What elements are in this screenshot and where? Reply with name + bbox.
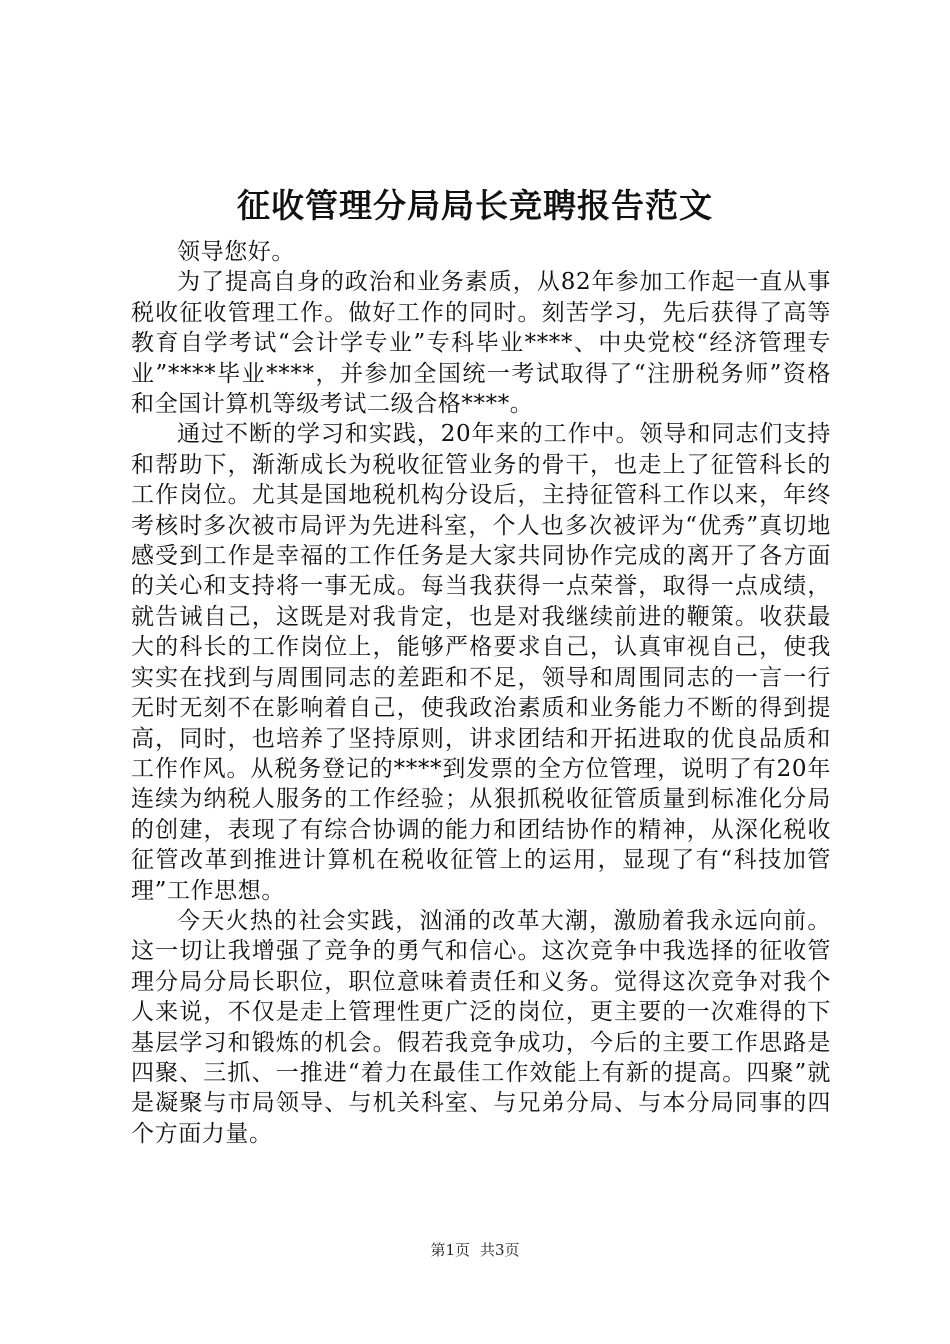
paragraph-education: 为了提高自身的政治和业务素质，从82年参加工作起一直从事税收征收管理工作。做好工作的同时。刻苦学习，先后获得了高等教育自学考试“会计学专业”专科毕业****、中央党校“经济管理专业”****毕业****，并参加全国统一考试取得了“注册税务师”资格和全国计算机等级考试二级合格****。	[131, 269, 831, 418]
paragraph-greeting: 领导您好。	[177, 239, 295, 265]
paragraph-experience: 通过不断的学习和实践，20年来的工作中。领导和同志们支持和帮助下，渐渐成长为税收征管业务的骨干，也走上了征管科长的工作岗位。尤其是国地税机构分设后，主持征管科工作以来，年终考核时多次被市局评为先进科室，个人也多次被评为“优秀”真切地感受到工作是幸福的工作任务是大家共同协作完成的离开了各方面的关心和支持将一事无成。每当我获得一点荣誉，取得一点成绩，就告诫自己，这既是对我肯定，也是对我继续前进的鞭策。收获最大的科长的工作岗位上，能够严格要求自己，认真审视自己，使我实实在找到与周围同志的差距和不足，领导和周围同志的一言一行无时无刻不在影响着自己，使我政治素质和业务能力不断的得到提高，同时，也培养了坚持原则，讲求团结和开拓进取的优良品质和工作作风。从税务登记的****到发票的全方位管理，说明了有20年连续为纳税人服务的工作经验；从狠抓税收征管质量到标准化分局的创建，表现了有综合协调的能力和团结协作的精神，从深化税收征管改革到推进计算机在税收征管上的运用，显现了有“科技加管理”工作思想。	[131, 421, 831, 904]
page-footer	[0, 1240, 950, 1260]
document-title: 征收管理分局局长竞聘报告范文	[237, 186, 713, 225]
paragraph-competition: 今天火热的社会实践，汹涌的改革大潮，激励着我永远向前。这一切让我增强了竞争的勇气和信心。这次竞争中我选择的征收管理分局分局长职位，职位意味着责任和义务。觉得这次竞争对我个人来说，不仅是走上管理性更广泛的岗位，更主要的一次难得的下基层学习和锻炼的机会。假若我竞争成功，今后的主要工作思路是四聚、三抓、一推进“着力在最佳工作效能上有新的提高。四聚”就是凝聚与市局领导、与机关科室、与兄弟分局、与本分局同事的四个方面力量。	[131, 907, 831, 1147]
document-body	[131, 237, 831, 1149]
page-number-current: 第1页	[430, 1241, 470, 1259]
page-number-total: 共3页	[480, 1241, 520, 1259]
